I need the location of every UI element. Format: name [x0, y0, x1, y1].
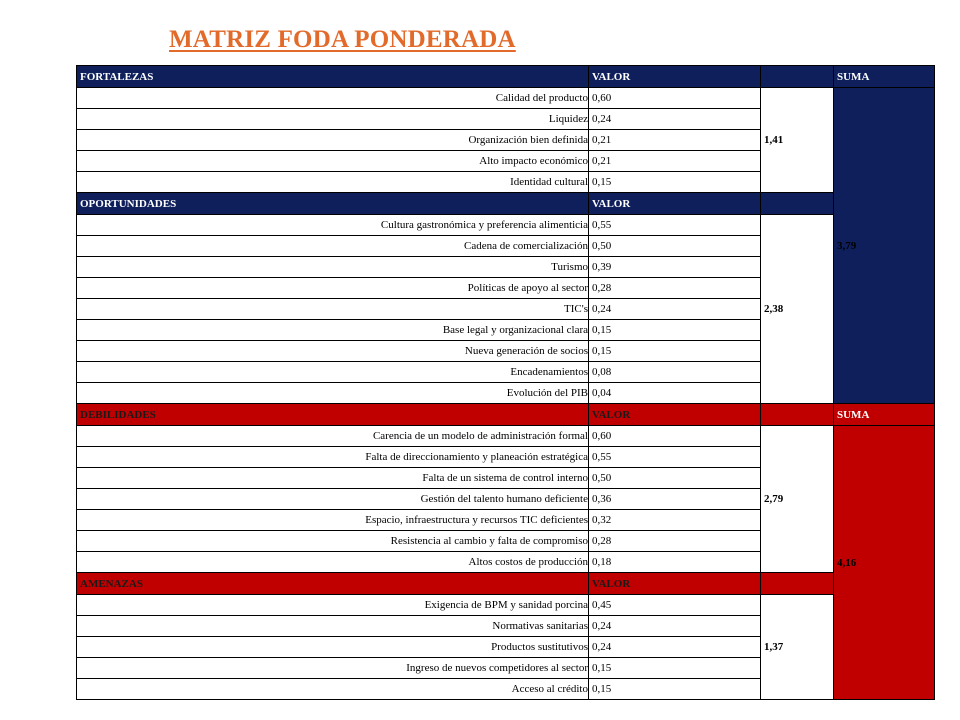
- debilidad-label: Carencia de un modelo de administración formal: [77, 426, 589, 447]
- debilidad-label: Resistencia al cambio y falta de compromiso: [77, 531, 589, 552]
- amenaza-value: 0,15: [589, 679, 761, 700]
- debilidad-value: 0,32: [589, 510, 761, 531]
- debilidades-subtotal: 2,79: [761, 426, 834, 573]
- amenaza-value: 0,45: [589, 595, 761, 616]
- fortaleza-value: 0,21: [589, 151, 761, 172]
- fortaleza-value: 0,24: [589, 109, 761, 130]
- oportunidad-value: 0,39: [589, 257, 761, 278]
- negative-sum-total: 4,16: [834, 426, 935, 700]
- amenazas-header: AMENAZAS: [77, 573, 589, 595]
- oportunidad-label: Políticas de apoyo al sector: [77, 278, 589, 299]
- fortaleza-label: Identidad cultural: [77, 172, 589, 193]
- oportunidad-label: TIC's: [77, 299, 589, 320]
- oportunidad-label: Encadenamientos: [77, 362, 589, 383]
- fortaleza-label: Organización bien definida: [77, 130, 589, 151]
- fortaleza-value: 0,60: [589, 88, 761, 109]
- oportunidades-header: OPORTUNIDADES: [77, 193, 589, 215]
- oportunidad-value: 0,55: [589, 215, 761, 236]
- amenazas-subtotal: 1,37: [761, 595, 834, 700]
- oportunidad-value: 0,08: [589, 362, 761, 383]
- debilidad-value: 0,60: [589, 426, 761, 447]
- amenaza-value: 0,24: [589, 616, 761, 637]
- table-row: [77, 88, 935, 109]
- fortalezas-value-header: VALOR: [589, 66, 761, 88]
- amenaza-label: Productos sustitutivos: [77, 637, 589, 658]
- fortaleza-label: Liquidez: [77, 109, 589, 130]
- oportunidad-value: 0,24: [589, 299, 761, 320]
- fortaleza-value: 0,21: [589, 130, 761, 151]
- swot-matrix-table: [76, 65, 935, 700]
- fortaleza-value: 0,15: [589, 172, 761, 193]
- page-title: MATRIZ FODA PONDERADA: [169, 26, 516, 53]
- fortaleza-label: Alto impacto económico: [77, 151, 589, 172]
- fortalezas-subtotal-header: [761, 66, 834, 88]
- amenaza-label: Acceso al crédito: [77, 679, 589, 700]
- amenazas-subtotal-header: [761, 573, 834, 595]
- debilidad-label: Gestión del talento humano deficiente: [77, 489, 589, 510]
- debilidad-label: Falta de un sistema de control interno: [77, 468, 589, 489]
- oportunidad-label: Base legal y organizacional clara: [77, 320, 589, 341]
- debilidad-value: 0,28: [589, 531, 761, 552]
- fortalezas-header-row: [77, 66, 935, 88]
- oportunidad-label: Turismo: [77, 257, 589, 278]
- debilidad-value: 0,50: [589, 468, 761, 489]
- debilidades-sum-header: SUMA: [834, 404, 935, 426]
- oportunidad-label: Cadena de comercialización: [77, 236, 589, 257]
- amenaza-label: Normativas sanitarias: [77, 616, 589, 637]
- amenaza-label: Ingreso de nuevos competidores al sector: [77, 658, 589, 679]
- oportunidad-label: Evolución del PIB: [77, 383, 589, 404]
- oportunidad-value: 0,50: [589, 236, 761, 257]
- oportunidad-label: Cultura gastronómica y preferencia alimenticia: [77, 215, 589, 236]
- table-row: [77, 426, 935, 447]
- debilidad-label: Falta de direccionamiento y planeación estratégica: [77, 447, 589, 468]
- oportunidad-value: 0,28: [589, 278, 761, 299]
- oportunidades-subtotal: 2,38: [761, 215, 834, 404]
- oportunidad-label: Nueva generación de socios: [77, 341, 589, 362]
- amenaza-value: 0,15: [589, 658, 761, 679]
- debilidad-value: 0,55: [589, 447, 761, 468]
- oportunidad-value: 0,15: [589, 341, 761, 362]
- debilidad-label: Altos costos de producción: [77, 552, 589, 573]
- debilidades-header: DEBILIDADES: [77, 404, 589, 426]
- amenaza-label: Exigencia de BPM y sanidad porcina: [77, 595, 589, 616]
- debilidad-label: Espacio, infraestructura y recursos TIC deficientes: [77, 510, 589, 531]
- oportunidades-subtotal-header: [761, 193, 834, 215]
- positive-sum-total: 3,79: [834, 88, 935, 404]
- table-row: [77, 595, 935, 616]
- amenazas-header-row: [77, 573, 935, 595]
- fortalezas-sum-header: SUMA: [834, 66, 935, 88]
- amenaza-value: 0,24: [589, 637, 761, 658]
- debilidades-subtotal-header: [761, 404, 834, 426]
- oportunidades-header-row: [77, 193, 935, 215]
- debilidades-value-header: VALOR: [589, 404, 761, 426]
- oportunidad-value: 0,04: [589, 383, 761, 404]
- debilidades-header-row: [77, 404, 935, 426]
- debilidad-value: 0,36: [589, 489, 761, 510]
- table-row: [77, 215, 935, 236]
- fortaleza-label: Calidad del producto: [77, 88, 589, 109]
- fortalezas-subtotal: 1,41: [761, 88, 834, 193]
- oportunidades-value-header: VALOR: [589, 193, 761, 215]
- amenazas-value-header: VALOR: [589, 573, 761, 595]
- oportunidad-value: 0,15: [589, 320, 761, 341]
- fortalezas-header: FORTALEZAS: [77, 66, 589, 88]
- debilidad-value: 0,18: [589, 552, 761, 573]
